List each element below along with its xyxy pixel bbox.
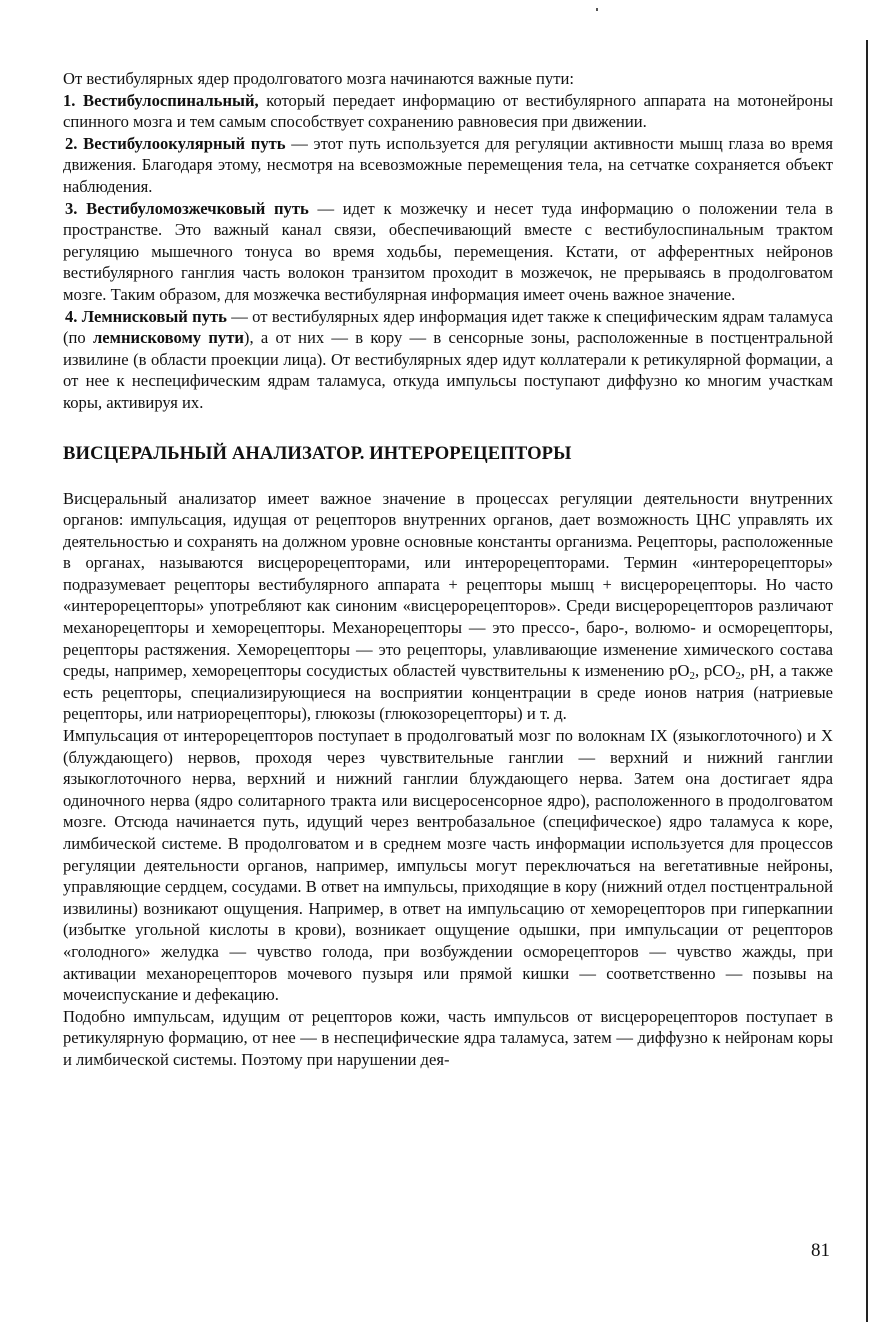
list-item-4-bold-term: лемнисковому пути — [92, 328, 244, 348]
p1-text-b: , pCO — [694, 661, 736, 681]
list-item-1-text: который передает информацию от вестибулярного аппарата на мотонейроны спинного мозга и тем самым способствует сохранению равновесия при движении. — [63, 90, 833, 132]
p1-text-c: , pH, а также есть рецепторы, специализирующиеся на восприятии концентрации в среде ионов натрия (натриевые рецепторы, или натриорецепторы), глюкозы (глюкозорецепторы) и т. д. — [63, 661, 833, 724]
list-item-1 — [63, 90, 833, 133]
list-item-3 — [63, 198, 833, 306]
list-item-3-text: — идет к мозжечку и несет туда информацию о положении тела в пространстве. Это важный канал связи, обеспечивающий вместе с вестибулоспинальным трактом регуляцию мышечного тонуса во время ходьбы, перемещения. Кстати, от афферентных нейронов вестибулярного ганглия часть волокон транзитом проходит в мозжечок, не прерываясь в продолговатом мозге. Таким образом, для мозжечка вестибулярная информация имеет очень важное значение. — [63, 198, 833, 304]
list-item-1-lead: 1. Вестибулоспинальный, — [63, 90, 259, 110]
list-item-2 — [63, 133, 833, 198]
section-paragraph-3: Подобно импульсам, идущим от рецепторов кожи, часть импульсов от висцерорецепторов поступает в ретикулярную формацию, от нее — в неспецифические ядра таламуса, затем — диффузно к нейронам коры и лимбической системы. Поэтому при нарушении дея- — [63, 1006, 833, 1069]
section-heading: ВИСЦЕРАЛЬНЫЙ АНАЛИЗАТОР. ИНТЕРОРЕЦЕПТОРЫ — [63, 442, 572, 464]
intro-paragraph: От вестибулярных ядер продолговатого мозга начинаются важные пути: — [63, 69, 574, 88]
scan-speck — [596, 8, 598, 11]
list-item-4 — [63, 306, 833, 414]
list-item-2-text: — этот путь используется для регуляции активности мышц глаза во время движения. Благодаря этому, несмотря на всевозможные перемещения тела, на сетчатке сохраняется объект наблюдения. — [63, 133, 833, 196]
list-item-4-lead: 4. Лемнисковый путь — [65, 306, 227, 326]
page-edge-line — [866, 40, 868, 1322]
page-body — [63, 68, 833, 1071]
section-paragraph-2: Импульсация от интерорецепторов поступает в продолговатый мозг по волокнам IX (языкоглоточного) и X (блуждающего) нервов, проходя через чувствительные ганглии — верхний и нижний ганглии языкоглоточного нерва, верхний и нижний ганглии блуждающего нерва. Затем она достигает ядра одиночного нерва (ядро солитарного тракта или висцеросенсорное ядро), расположенного в продолговатом мозге. Отсюда начинается путь, идущий через вентробазальное (специфическое) ядро таламуса к коре, лимбической системе. В продолговатом и в среднем мозге часть информации используется для процессов регуляции деятельности органов, например, импульсы могут переключаться на вегетативные нейроны, управляющие сердцем, сосудами. В ответ на импульсы, приходящие в кору (нижний отдел постцентральной извилины) возникают ощущения. Например, в ответ на импульсацию от хеморецепторов при гиперкапнии (избытке угольной кислоты в крови), возникает ощущение одышки, при импульсации от рецепторов «голодного» желудка — чувство голода, при возбуждении осморецепторов — чувство жажды, при активации механорецепторов мочевого пузыря или прямой кишки — соответственно — позывы на мочеиспускание и дефекацию. — [63, 726, 833, 1005]
p1-text-a: Висцеральный анализатор имеет важное значение в процессах регуляции деятельности внутренних органов: импульсация, идущая от рецепторов внутренних органов, дает возможность ЦНС управлять их деятельностью и сохранять на должном уровне основные константы организма. Рецепторы, расположенные в органах, называются висцерорецепторами, или интерорецепторами. Термин «интерорецепторы» подразумевает рецепторы вестибулярного аппарата + рецепторы мышц + висцерорецепторы. Но часто «интерорецепторы» употребляют как синоним «висцерорецепторов». Среди висцерорецепторов различают механорецепторы и хеморецепторы. Механорецепторы — это прессо-, баро-, волюмо- и осморецепторы, рецепторы растяжения. Хеморецепторы — это рецепторы, улавливающие изменение химического состава среды, например, хеморецепторы сосудистых областей чувствительны к изменению pO — [63, 488, 833, 681]
list-item-4-text-a: — от вестибулярных ядер информация идет также к специфическим ядрам таламуса (по — [63, 306, 833, 348]
p1-subscript-2: 2 — [735, 670, 741, 683]
page-number: 81 — [811, 1240, 830, 1261]
p1-subscript-1: 2 — [689, 670, 695, 683]
section-paragraph-1 — [63, 488, 833, 726]
list-item-3-lead: 3. Вестибуломозжечковый путь — [65, 198, 309, 218]
list-item-2-lead: 2. Вестибулоокулярный путь — [65, 133, 286, 153]
list-item-4-text-b: ), а от них — в кору — в сенсорные зоны, расположенные в постцентральной извилине (в области проекции лица). От вестибулярных ядер идут коллатерали к ретикулярной формации, а от нее к неспецифическим ядрам таламуса, откуда импульсы поступают диффузно ко многим участкам коры, активируя их. — [63, 328, 833, 412]
